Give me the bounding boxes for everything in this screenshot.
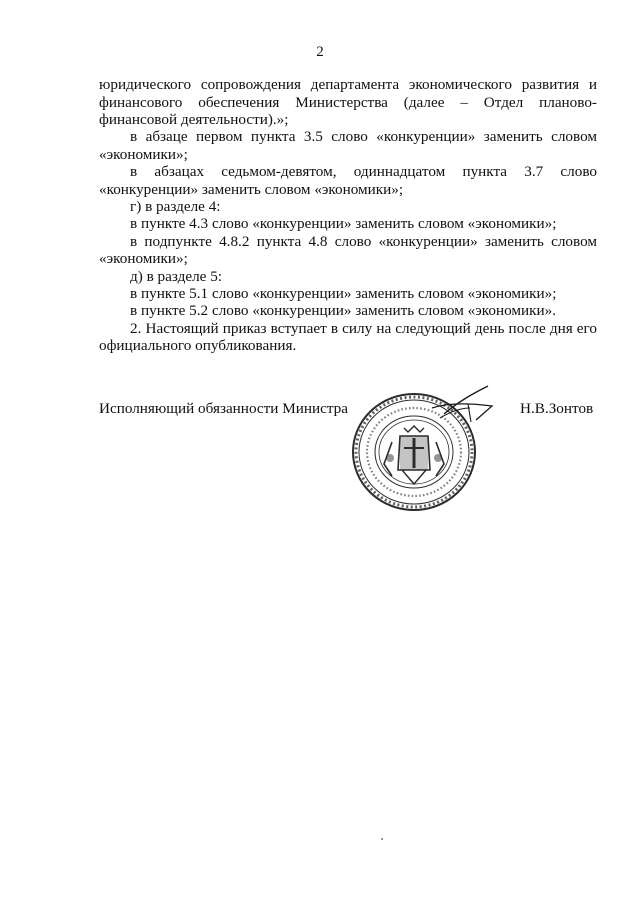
text-line: в пункте 5.1 слово «конкуренции» заменить словом «экономики»; [130, 285, 557, 302]
text-line: юридического сопровождения департамента экономического развития и [99, 76, 597, 93]
text-line: в подпункте 4.8.2 пункта 4.8 слово «конкуренции» заменить словом [130, 233, 597, 250]
text-line: финансовой деятельности).»; [99, 111, 289, 128]
text-line: г) в разделе 4: [130, 198, 221, 215]
text-line: «экономики»; [99, 146, 188, 163]
text-line: официального опубликования. [99, 337, 297, 354]
text-line: «экономики»; [99, 250, 188, 267]
text-line: в абзаце первом пункта 3.5 слово «конкуренции» заменить словом [130, 128, 597, 145]
speck-mark [381, 838, 383, 840]
text-line: в пункте 4.3 слово «конкуренции» заменить словом «экономики»; [130, 215, 557, 232]
text-line: финансового обеспечения Министерства (далее – Отдел планово- [99, 94, 597, 111]
text-line: «конкуренции» заменить словом «экономики»; [99, 181, 404, 198]
text-line: д) в разделе 5: [130, 268, 223, 285]
official-seal-image [340, 372, 510, 520]
text-line: в абзацах седьмом-девятом, одиннадцатом пункта 3.7 слово [130, 163, 597, 180]
text-line: 2. Настоящий приказ вступает в силу на следующий день после дня его [130, 320, 597, 337]
signatory-position: Исполняющий обязанности Министра [99, 400, 348, 417]
page-number: 2 [316, 44, 324, 60]
signatory-name: Н.В.Зонтов [520, 400, 594, 417]
text-line: в пункте 5.2 слово «конкуренции» заменить словом «экономики». [130, 302, 557, 319]
